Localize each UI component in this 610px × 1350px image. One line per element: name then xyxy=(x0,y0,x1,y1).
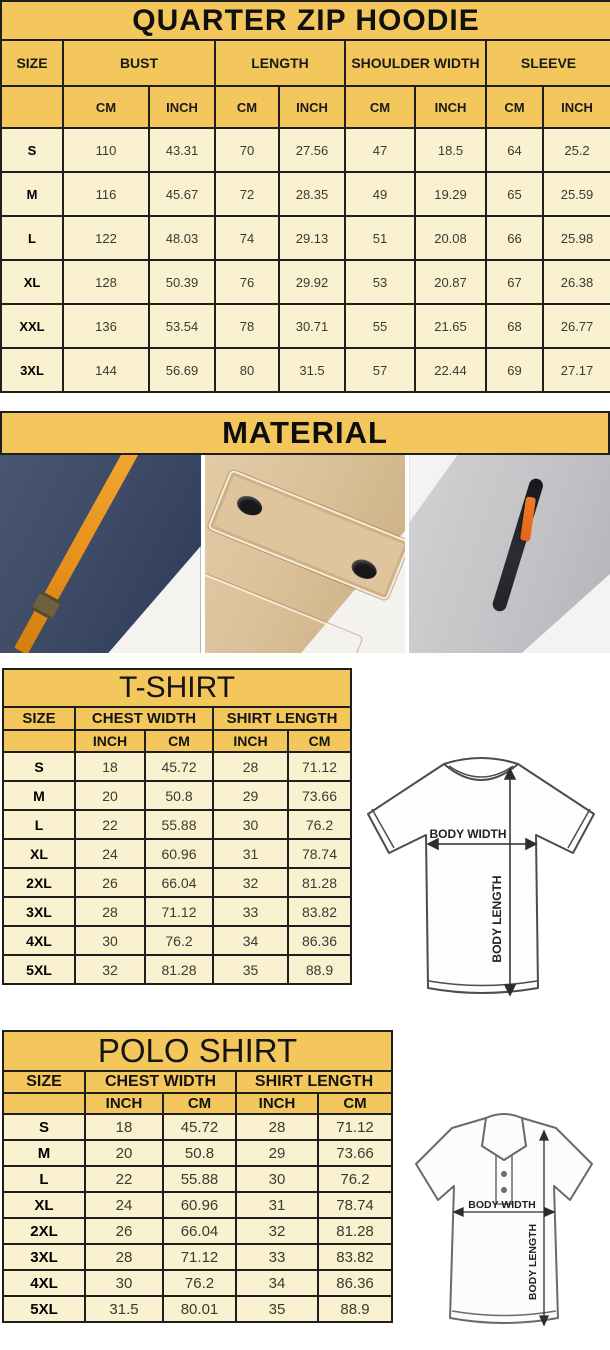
size-label-cell: L xyxy=(1,216,63,260)
size-row xyxy=(1,260,610,304)
polo-body-length-label: BODY LENGTH xyxy=(527,1223,539,1301)
size-row xyxy=(3,1140,392,1166)
size-label-cell: 5XL xyxy=(3,955,75,984)
unit-inch: INCH xyxy=(543,86,610,128)
measurement-cell: 33 xyxy=(236,1244,318,1270)
size-row xyxy=(3,810,351,839)
size-label-cell: XL xyxy=(1,260,63,304)
unit-cm: CM xyxy=(345,86,415,128)
measurement-cell: 76.2 xyxy=(145,926,213,955)
measurement-cell: 26 xyxy=(85,1218,163,1244)
empty-header-cell xyxy=(1,86,63,128)
drawcord-buckle xyxy=(31,591,61,621)
size-label-cell: S xyxy=(1,128,63,172)
hoodie-header-size: SIZE xyxy=(1,40,63,86)
measurement-cell: 31.5 xyxy=(85,1296,163,1322)
measurement-cell: 28.35 xyxy=(279,172,345,216)
measurement-cell: 22 xyxy=(75,810,145,839)
measurement-cell: 88.9 xyxy=(318,1296,392,1322)
measurement-cell: 34 xyxy=(236,1270,318,1296)
hoodie-size-table xyxy=(0,0,610,393)
size-row xyxy=(1,128,610,172)
size-row xyxy=(3,1296,392,1322)
unit-cm: CM xyxy=(318,1093,392,1114)
size-row xyxy=(3,839,351,868)
measurement-cell: 64 xyxy=(486,128,543,172)
orange-drawcord xyxy=(14,455,146,653)
measurement-cell: 29.13 xyxy=(279,216,345,260)
hoodie-header-length: LENGTH xyxy=(215,40,345,86)
material-photo-navy-drawcord xyxy=(0,455,201,653)
measurement-cell: 30 xyxy=(85,1270,163,1296)
size-row xyxy=(3,1244,392,1270)
measurement-cell: 28 xyxy=(85,1244,163,1270)
hoodie-header-shoulder: SHOULDER WIDTH xyxy=(345,40,486,86)
measurement-cell: 25.2 xyxy=(543,128,610,172)
unit-cm: CM xyxy=(215,86,279,128)
size-row xyxy=(3,1218,392,1244)
hoodie-table-title: QUARTER ZIP HOODIE xyxy=(1,1,610,40)
measurement-cell: 78 xyxy=(215,304,279,348)
size-label-cell: L xyxy=(3,1166,85,1192)
measurement-cell: 32 xyxy=(213,868,288,897)
measurement-cell: 55 xyxy=(345,304,415,348)
measurement-cell: 32 xyxy=(75,955,145,984)
measurement-cell: 30 xyxy=(213,810,288,839)
measurement-cell: 72 xyxy=(215,172,279,216)
unit-inch: INCH xyxy=(75,730,145,752)
snap-button xyxy=(348,556,379,582)
measurement-cell: 69 xyxy=(486,348,543,392)
polo-header-chest: CHEST WIDTH xyxy=(85,1071,236,1093)
measurement-cell: 76 xyxy=(215,260,279,304)
unit-inch: INCH xyxy=(415,86,486,128)
measurement-cell: 30 xyxy=(236,1166,318,1192)
measurement-cell: 71.12 xyxy=(145,897,213,926)
tshirt-size-table xyxy=(2,668,352,985)
measurement-cell: 73.66 xyxy=(288,781,351,810)
size-label-cell: XXL xyxy=(1,304,63,348)
measurement-cell: 26 xyxy=(75,868,145,897)
unit-cm: CM xyxy=(288,730,351,752)
measurement-cell: 25.59 xyxy=(543,172,610,216)
size-label-cell: 4XL xyxy=(3,926,75,955)
size-row xyxy=(3,781,351,810)
measurement-cell: 27.17 xyxy=(543,348,610,392)
size-row xyxy=(3,1270,392,1296)
zipper xyxy=(491,477,545,613)
measurement-cell: 110 xyxy=(63,128,149,172)
measurement-cell: 45.67 xyxy=(149,172,215,216)
measurement-cell: 27.56 xyxy=(279,128,345,172)
measurement-cell: 66 xyxy=(486,216,543,260)
measurement-cell: 18 xyxy=(85,1114,163,1140)
measurement-cell: 55.88 xyxy=(145,810,213,839)
size-label-cell: S xyxy=(3,752,75,781)
measurement-cell: 21.65 xyxy=(415,304,486,348)
measurement-cell: 18.5 xyxy=(415,128,486,172)
measurement-cell: 31.5 xyxy=(279,348,345,392)
measurement-cell: 32 xyxy=(236,1218,318,1244)
measurement-cell: 20 xyxy=(85,1140,163,1166)
measurement-cell: 22 xyxy=(85,1166,163,1192)
tshirt-header-size: SIZE xyxy=(3,707,75,730)
material-photo-khaki-pocket xyxy=(205,455,406,653)
measurement-cell: 122 xyxy=(63,216,149,260)
size-label-cell: 5XL xyxy=(3,1296,85,1322)
measurement-cell: 26.38 xyxy=(543,260,610,304)
unit-inch: INCH xyxy=(149,86,215,128)
measurement-cell: 31 xyxy=(236,1192,318,1218)
tshirt-body-width-label: BODY WIDTH xyxy=(429,827,507,841)
unit-cm: CM xyxy=(145,730,213,752)
polo-header-length: SHIRT LENGTH xyxy=(236,1071,392,1093)
polo-table-title: POLO SHIRT xyxy=(3,1031,392,1071)
measurement-cell: 73.66 xyxy=(318,1140,392,1166)
measurement-cell: 50.8 xyxy=(145,781,213,810)
measurement-cell: 81.28 xyxy=(145,955,213,984)
measurement-cell: 81.28 xyxy=(318,1218,392,1244)
measurement-cell: 25.98 xyxy=(543,216,610,260)
size-row xyxy=(3,1192,392,1218)
unit-inch: INCH xyxy=(85,1093,163,1114)
measurement-cell: 76.2 xyxy=(318,1166,392,1192)
measurement-cell: 83.82 xyxy=(288,897,351,926)
measurement-cell: 70 xyxy=(215,128,279,172)
measurement-cell: 20 xyxy=(75,781,145,810)
measurement-cell: 128 xyxy=(63,260,149,304)
measurement-cell: 136 xyxy=(63,304,149,348)
measurement-cell: 31 xyxy=(213,839,288,868)
size-label-cell: 3XL xyxy=(1,348,63,392)
measurement-cell: 49 xyxy=(345,172,415,216)
polo-header-size: SIZE xyxy=(3,1071,85,1093)
measurement-cell: 83.82 xyxy=(318,1244,392,1270)
size-row xyxy=(3,868,351,897)
unit-cm: CM xyxy=(486,86,543,128)
measurement-cell: 78.74 xyxy=(318,1192,392,1218)
size-label-cell: S xyxy=(3,1114,85,1140)
hoodie-header-bust: BUST xyxy=(63,40,215,86)
measurement-cell: 76.2 xyxy=(288,810,351,839)
measurement-cell: 86.36 xyxy=(318,1270,392,1296)
size-label-cell: 3XL xyxy=(3,897,75,926)
measurement-cell: 28 xyxy=(213,752,288,781)
size-row xyxy=(3,926,351,955)
size-label-cell: M xyxy=(1,172,63,216)
measurement-cell: 60.96 xyxy=(163,1192,236,1218)
unit-cm: CM xyxy=(163,1093,236,1114)
measurement-cell: 55.88 xyxy=(163,1166,236,1192)
measurement-cell: 71.12 xyxy=(288,752,351,781)
pocket-flap xyxy=(207,469,406,601)
measurement-cell: 86.36 xyxy=(288,926,351,955)
size-label-cell: 3XL xyxy=(3,1244,85,1270)
measurement-cell: 53 xyxy=(345,260,415,304)
measurement-cell: 22.44 xyxy=(415,348,486,392)
size-row xyxy=(3,752,351,781)
measurement-cell: 88.9 xyxy=(288,955,351,984)
size-row xyxy=(1,304,610,348)
size-label-cell: 2XL xyxy=(3,1218,85,1244)
material-photo-gray-zipper xyxy=(409,455,610,653)
measurement-cell: 80 xyxy=(215,348,279,392)
measurement-cell: 80.01 xyxy=(163,1296,236,1322)
material-banner xyxy=(0,411,610,455)
measurement-cell: 35 xyxy=(213,955,288,984)
measurement-cell: 34 xyxy=(213,926,288,955)
tshirt-body-length-label: BODY LENGTH xyxy=(490,875,504,963)
measurement-cell: 30.71 xyxy=(279,304,345,348)
size-row xyxy=(3,897,351,926)
measurement-cell: 51 xyxy=(345,216,415,260)
measurement-cell: 20.87 xyxy=(415,260,486,304)
measurement-cell: 60.96 xyxy=(145,839,213,868)
measurement-cell: 144 xyxy=(63,348,149,392)
tshirt-measurement-diagram xyxy=(352,722,610,1020)
unit-cm: CM xyxy=(63,86,149,128)
unit-inch: INCH xyxy=(236,1093,318,1114)
measurement-cell: 81.28 xyxy=(288,868,351,897)
measurement-cell: 30 xyxy=(75,926,145,955)
size-row xyxy=(3,955,351,984)
unit-inch: INCH xyxy=(279,86,345,128)
measurement-cell: 53.54 xyxy=(149,304,215,348)
measurement-cell: 28 xyxy=(236,1114,318,1140)
measurement-cell: 43.31 xyxy=(149,128,215,172)
measurement-cell: 57 xyxy=(345,348,415,392)
measurement-cell: 78.74 xyxy=(288,839,351,868)
snap-button xyxy=(234,492,265,518)
material-title: MATERIAL xyxy=(222,415,388,450)
measurement-cell: 29.92 xyxy=(279,260,345,304)
measurement-cell: 50.39 xyxy=(149,260,215,304)
measurement-cell: 24 xyxy=(75,839,145,868)
measurement-cell: 66.04 xyxy=(145,868,213,897)
size-label-cell: L xyxy=(3,810,75,839)
measurement-cell: 48.03 xyxy=(149,216,215,260)
size-label-cell: 4XL xyxy=(3,1270,85,1296)
measurement-cell: 24 xyxy=(85,1192,163,1218)
measurement-cell: 29 xyxy=(236,1140,318,1166)
measurement-cell: 71.12 xyxy=(163,1244,236,1270)
measurement-cell: 71.12 xyxy=(318,1114,392,1140)
measurement-cell: 76.2 xyxy=(163,1270,236,1296)
measurement-cell: 116 xyxy=(63,172,149,216)
hoodie-header-sleeve: SLEEVE xyxy=(486,40,610,86)
measurement-cell: 35 xyxy=(236,1296,318,1322)
size-label-cell: M xyxy=(3,781,75,810)
tshirt-table-title: T-SHIRT xyxy=(3,669,351,707)
material-photos-row xyxy=(0,455,610,653)
polo-measurement-diagram xyxy=(398,1082,610,1348)
measurement-cell: 47 xyxy=(345,128,415,172)
size-label-cell: XL xyxy=(3,1192,85,1218)
unit-inch: INCH xyxy=(213,730,288,752)
measurement-cell: 56.69 xyxy=(149,348,215,392)
size-row xyxy=(1,216,610,260)
polo-size-table xyxy=(2,1030,393,1323)
size-row xyxy=(1,348,610,392)
size-row xyxy=(3,1166,392,1192)
measurement-cell: 50.8 xyxy=(163,1140,236,1166)
measurement-cell: 29 xyxy=(213,781,288,810)
measurement-cell: 19.29 xyxy=(415,172,486,216)
size-row xyxy=(1,172,610,216)
measurement-cell: 65 xyxy=(486,172,543,216)
measurement-cell: 45.72 xyxy=(145,752,213,781)
tshirt-header-chest: CHEST WIDTH xyxy=(75,707,213,730)
empty-header-cell xyxy=(3,1093,85,1114)
measurement-cell: 66.04 xyxy=(163,1218,236,1244)
measurement-cell: 68 xyxy=(486,304,543,348)
measurement-cell: 45.72 xyxy=(163,1114,236,1140)
polo-body-width-label: BODY WIDTH xyxy=(468,1199,536,1211)
measurement-cell: 18 xyxy=(75,752,145,781)
measurement-cell: 26.77 xyxy=(543,304,610,348)
measurement-cell: 74 xyxy=(215,216,279,260)
measurement-cell: 67 xyxy=(486,260,543,304)
size-label-cell: 2XL xyxy=(3,868,75,897)
size-row xyxy=(3,1114,392,1140)
measurement-cell: 20.08 xyxy=(415,216,486,260)
measurement-cell: 28 xyxy=(75,897,145,926)
size-label-cell: XL xyxy=(3,839,75,868)
empty-header-cell xyxy=(3,730,75,752)
measurement-cell: 33 xyxy=(213,897,288,926)
size-label-cell: M xyxy=(3,1140,85,1166)
tshirt-header-length: SHIRT LENGTH xyxy=(213,707,351,730)
